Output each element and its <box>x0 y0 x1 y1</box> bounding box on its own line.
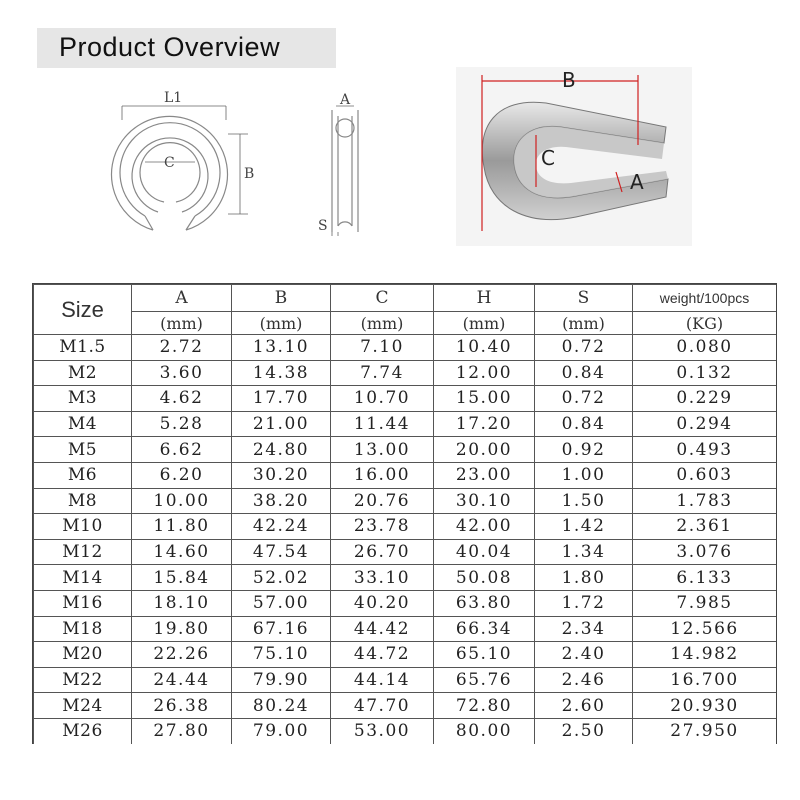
cell-c: 26.70 <box>331 539 434 565</box>
cell-size: M1.5 <box>34 335 132 361</box>
unit-c: (mm) <box>331 312 434 335</box>
cell-a: 3.60 <box>132 360 232 386</box>
header-c: C <box>331 285 434 312</box>
cell-b: 21.00 <box>232 411 331 437</box>
cell-size: M2 <box>34 360 132 386</box>
cell-b: 17.70 <box>232 386 331 412</box>
table-row <box>34 488 777 514</box>
cell-c: 20.76 <box>331 488 434 514</box>
cell-a: 22.26 <box>132 642 232 668</box>
cell-h: 65.10 <box>434 642 535 668</box>
cell-weight: 12.566 <box>633 616 777 642</box>
diagram-label-s: S <box>318 218 328 234</box>
cell-b: 67.16 <box>232 616 331 642</box>
cell-s: 2.40 <box>535 642 633 668</box>
header-b: B <box>232 285 331 312</box>
unit-b: (mm) <box>232 312 331 335</box>
cell-s: 0.92 <box>535 437 633 463</box>
cell-h: 23.00 <box>434 462 535 488</box>
diagram-label-a: A <box>340 92 351 108</box>
cell-s: 1.50 <box>535 488 633 514</box>
cell-h: 10.40 <box>434 335 535 361</box>
cell-weight: 0.080 <box>633 335 777 361</box>
cell-s: 1.72 <box>535 590 633 616</box>
cell-b: 13.10 <box>232 335 331 361</box>
header-a: A <box>132 285 232 312</box>
cell-weight: 1.783 <box>633 488 777 514</box>
cell-weight: 0.132 <box>633 360 777 386</box>
table-row <box>34 335 777 361</box>
cell-weight: 0.493 <box>633 437 777 463</box>
header-h: H <box>434 285 535 312</box>
cell-weight: 7.985 <box>633 590 777 616</box>
cell-h: 42.00 <box>434 514 535 540</box>
photo-label-c: C <box>541 146 555 170</box>
table-row <box>34 642 777 668</box>
table-row <box>34 693 777 719</box>
cell-c: 7.10 <box>331 335 434 361</box>
table-row <box>34 667 777 693</box>
cell-size: M10 <box>34 514 132 540</box>
table-row <box>34 386 777 412</box>
cell-a: 15.84 <box>132 565 232 591</box>
cell-h: 30.10 <box>434 488 535 514</box>
cell-s: 2.50 <box>535 718 633 744</box>
cell-size: M16 <box>34 590 132 616</box>
cell-size: M20 <box>34 642 132 668</box>
cell-h: 80.00 <box>434 718 535 744</box>
cell-c: 44.72 <box>331 642 434 668</box>
diagram-label-c: C <box>164 155 175 171</box>
cell-h: 65.76 <box>434 667 535 693</box>
cell-a: 6.62 <box>132 437 232 463</box>
cell-h: 63.80 <box>434 590 535 616</box>
unit-weight: (KG) <box>633 312 777 335</box>
cell-c: 40.20 <box>331 590 434 616</box>
cell-weight: 0.294 <box>633 411 777 437</box>
cell-b: 47.54 <box>232 539 331 565</box>
cell-s: 2.60 <box>535 693 633 719</box>
cell-weight: 2.361 <box>633 514 777 540</box>
cell-a: 18.10 <box>132 590 232 616</box>
unit-s: (mm) <box>535 312 633 335</box>
table-row <box>34 565 777 591</box>
cell-c: 10.70 <box>331 386 434 412</box>
unit-h: (mm) <box>434 312 535 335</box>
cell-size: M6 <box>34 462 132 488</box>
cell-b: 24.80 <box>232 437 331 463</box>
diagram-label-b: B <box>244 166 255 182</box>
cell-b: 38.20 <box>232 488 331 514</box>
cell-b: 14.38 <box>232 360 331 386</box>
cell-h: 20.00 <box>434 437 535 463</box>
cell-h: 17.20 <box>434 411 535 437</box>
table-row <box>34 590 777 616</box>
header-weight: weight/100pcs <box>633 285 777 312</box>
cell-c: 16.00 <box>331 462 434 488</box>
cell-weight: 27.950 <box>633 718 777 744</box>
table-row <box>34 462 777 488</box>
cell-h: 72.80 <box>434 693 535 719</box>
unit-a: (mm) <box>132 312 232 335</box>
cell-a: 26.38 <box>132 693 232 719</box>
cell-c: 44.14 <box>331 667 434 693</box>
table-row <box>34 360 777 386</box>
cell-size: M3 <box>34 386 132 412</box>
cell-b: 30.20 <box>232 462 331 488</box>
cell-s: 2.34 <box>535 616 633 642</box>
cell-size: M12 <box>34 539 132 565</box>
title-banner <box>37 28 336 68</box>
cell-s: 1.34 <box>535 539 633 565</box>
cell-size: M26 <box>34 718 132 744</box>
cell-a: 24.44 <box>132 667 232 693</box>
header-s: S <box>535 285 633 312</box>
table-row <box>34 437 777 463</box>
cell-size: M4 <box>34 411 132 437</box>
cell-size: M24 <box>34 693 132 719</box>
cell-a: 5.28 <box>132 411 232 437</box>
cell-a: 2.72 <box>132 335 232 361</box>
cell-a: 14.60 <box>132 539 232 565</box>
thimble-dimension-diagram <box>100 80 380 250</box>
cell-b: 75.10 <box>232 642 331 668</box>
cell-h: 66.34 <box>434 616 535 642</box>
cell-a: 27.80 <box>132 718 232 744</box>
cell-weight: 0.229 <box>633 386 777 412</box>
cell-size: M22 <box>34 667 132 693</box>
photo-label-a: A <box>630 170 644 194</box>
cell-s: 0.72 <box>535 335 633 361</box>
page-title: Product Overview <box>59 32 281 62</box>
cell-c: 13.00 <box>331 437 434 463</box>
cell-b: 79.00 <box>232 718 331 744</box>
table-row <box>34 411 777 437</box>
cell-h: 12.00 <box>434 360 535 386</box>
table-row <box>34 514 777 540</box>
cell-size: M18 <box>34 616 132 642</box>
cell-s: 1.42 <box>535 514 633 540</box>
header-size: Size <box>34 285 132 335</box>
cell-size: M14 <box>34 565 132 591</box>
thimble-product-photo <box>456 67 692 246</box>
cell-b: 52.02 <box>232 565 331 591</box>
cell-c: 47.70 <box>331 693 434 719</box>
cell-weight: 14.982 <box>633 642 777 668</box>
cell-c: 44.42 <box>331 616 434 642</box>
cell-c: 53.00 <box>331 718 434 744</box>
cell-b: 80.24 <box>232 693 331 719</box>
cell-c: 33.10 <box>331 565 434 591</box>
cell-h: 50.08 <box>434 565 535 591</box>
cell-b: 42.24 <box>232 514 331 540</box>
diagram-label-l1: L1 <box>164 90 183 106</box>
cell-a: 19.80 <box>132 616 232 642</box>
cell-s: 1.80 <box>535 565 633 591</box>
cell-a: 11.80 <box>132 514 232 540</box>
cell-h: 15.00 <box>434 386 535 412</box>
cell-weight: 6.133 <box>633 565 777 591</box>
cell-s: 0.72 <box>535 386 633 412</box>
cell-a: 4.62 <box>132 386 232 412</box>
table-row <box>34 616 777 642</box>
cell-weight: 16.700 <box>633 667 777 693</box>
cell-a: 6.20 <box>132 462 232 488</box>
photo-label-b: B <box>562 68 576 92</box>
cell-s: 1.00 <box>535 462 633 488</box>
cell-c: 7.74 <box>331 360 434 386</box>
cell-s: 2.46 <box>535 667 633 693</box>
cell-size: M8 <box>34 488 132 514</box>
cell-size: M5 <box>34 437 132 463</box>
cell-c: 23.78 <box>331 514 434 540</box>
cell-s: 0.84 <box>535 360 633 386</box>
cell-s: 0.84 <box>535 411 633 437</box>
cell-c: 11.44 <box>331 411 434 437</box>
cell-b: 57.00 <box>232 590 331 616</box>
table-row <box>34 718 777 744</box>
spec-table <box>32 283 777 744</box>
cell-a: 10.00 <box>132 488 232 514</box>
cell-weight: 20.930 <box>633 693 777 719</box>
cell-weight: 3.076 <box>633 539 777 565</box>
cell-b: 79.90 <box>232 667 331 693</box>
cell-h: 40.04 <box>434 539 535 565</box>
cell-weight: 0.603 <box>633 462 777 488</box>
table-row <box>34 539 777 565</box>
